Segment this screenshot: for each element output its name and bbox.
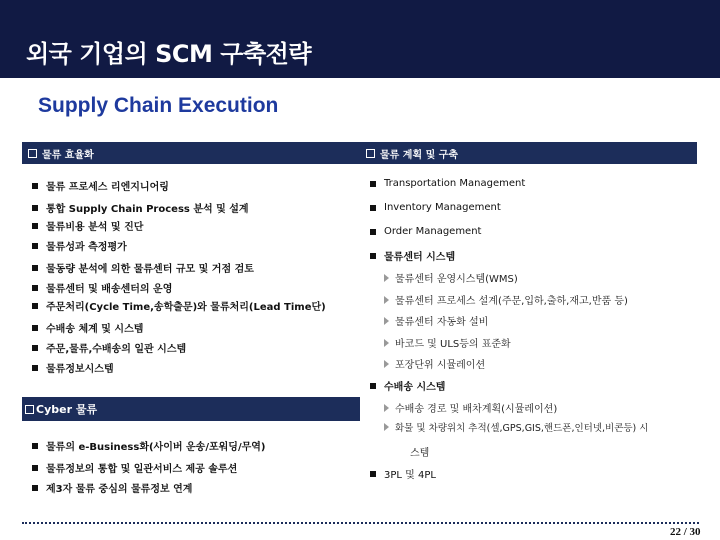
sub-list-item: 포장단위 시뮬레이션	[384, 356, 485, 371]
square-bullet-icon	[370, 471, 376, 477]
triangle-bullet-icon	[384, 404, 389, 412]
sub-list-item: 물류센터 프로세스 설계(주문,입하,출하,재고,반품 등)	[384, 292, 628, 307]
cyber-section-header	[22, 397, 360, 421]
list-item: 물류정보시스템	[32, 360, 114, 375]
list-item: 물류센터 및 배송센터의 운영	[32, 280, 172, 295]
left-section-header	[22, 142, 360, 164]
checkbox-icon	[28, 149, 37, 158]
left-section-title: 물류 효율화	[42, 149, 94, 161]
square-bullet-icon	[32, 205, 38, 211]
footer-divider	[22, 522, 699, 524]
cyber-section-title: Cyber 물류	[36, 403, 98, 416]
square-bullet-icon	[370, 383, 376, 389]
square-bullet-icon	[370, 253, 376, 259]
list-item: 주문,물류,수배송의 일관 시스템	[32, 340, 186, 355]
triangle-bullet-icon	[384, 339, 389, 347]
list-item: 수배송 시스템	[370, 378, 445, 393]
square-bullet-icon	[32, 265, 38, 271]
page-title: 외국 기업의 SCM 구축전략	[26, 40, 312, 68]
sub-list-item: 수배송 경로 및 배차계획(시뮬레이션)	[384, 400, 557, 415]
list-item: 물류성과 측정평가	[32, 238, 127, 253]
sub-list-item: 물류센터 운영시스템(WMS)	[384, 270, 518, 285]
square-bullet-icon	[370, 229, 376, 235]
triangle-bullet-icon	[384, 274, 389, 282]
sub-list-item: 화물 및 차량위치 추적(셀,GPS,GIS,핸드폰,인터넷,비콘등) 시	[384, 420, 648, 434]
right-section-title: 물류 계획 및 구축	[380, 149, 459, 161]
list-item: Order Management	[370, 226, 481, 237]
list-item: 수배송 체계 및 시스템	[32, 320, 143, 335]
square-bullet-icon	[370, 181, 376, 187]
list-item: 물동량 분석에 의한 물류센터 규모 및 거점 검토	[32, 260, 254, 275]
title-banner	[0, 0, 720, 78]
square-bullet-icon	[32, 303, 38, 309]
list-item: 물류 프로세스 리엔지니어링	[32, 178, 169, 193]
page-number: 22 / 30	[670, 526, 701, 538]
square-bullet-icon	[32, 285, 38, 291]
list-item: 물류정보의 통합 및 일관서비스 제공 솔루션	[32, 460, 237, 475]
triangle-bullet-icon	[384, 423, 389, 431]
square-bullet-icon	[32, 325, 38, 331]
list-item: 통합 Supply Chain Process 분석 및 설계	[32, 200, 249, 215]
triangle-bullet-icon	[384, 360, 389, 368]
triangle-bullet-icon	[384, 317, 389, 325]
right-section-header	[360, 142, 697, 164]
list-item: 3PL 및 4PL	[370, 466, 436, 481]
list-item: 물류비용 분석 및 진단	[32, 218, 143, 233]
square-bullet-icon	[32, 345, 38, 351]
list-item: Transportation Management	[370, 178, 525, 189]
square-bullet-icon	[32, 443, 38, 449]
square-bullet-icon	[32, 465, 38, 471]
square-bullet-icon	[32, 485, 38, 491]
sub-list-item: 물류센터 자동화 설비	[384, 313, 488, 328]
square-bullet-icon	[32, 365, 38, 371]
list-item: Inventory Management	[370, 202, 501, 213]
list-item: 주문처리(Cycle Time,송학출문)와 물류처리(Lead Time단)	[32, 298, 326, 313]
square-bullet-icon	[32, 243, 38, 249]
checkbox-icon	[366, 149, 375, 158]
triangle-bullet-icon	[384, 296, 389, 304]
checkbox-icon	[25, 405, 34, 414]
sub-list-continuation: 스템	[410, 448, 430, 459]
list-item: 물류센터 시스템	[370, 248, 455, 263]
square-bullet-icon	[32, 223, 38, 229]
section-subtitle: Supply Chain Execution	[38, 94, 279, 117]
list-item: 제3자 물류 중심의 물류정보 연계	[32, 480, 192, 495]
list-item: 물류의 e-Business화(사이버 운송/포워딩/무역)	[32, 438, 266, 453]
sub-list-item: 바코드 및 ULS등의 표준화	[384, 335, 511, 350]
square-bullet-icon	[370, 205, 376, 211]
square-bullet-icon	[32, 183, 38, 189]
